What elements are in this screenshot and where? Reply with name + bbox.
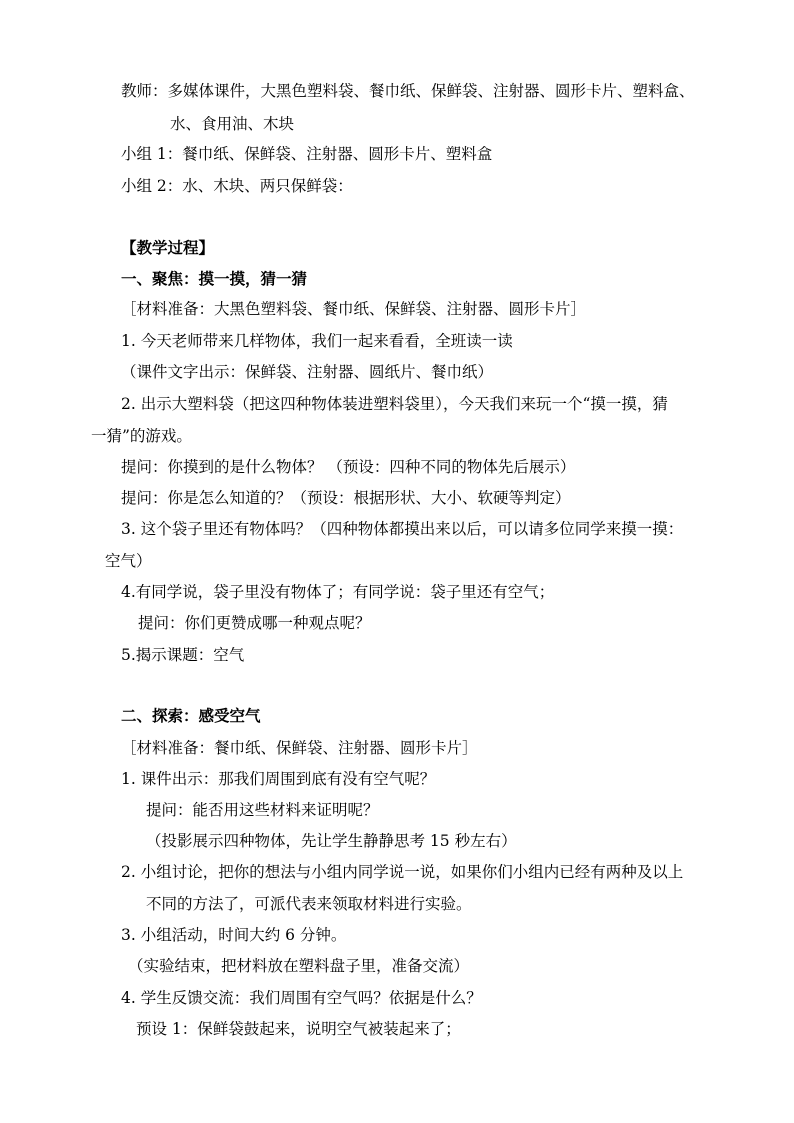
step-5: 5.揭示课题：空气 xyxy=(121,646,245,664)
step-4: 4.有同学说，袋子里没有物体了；有同学说：袋子里还有空气； xyxy=(121,583,555,601)
explore-step-2-cont: 不同的方法了，可派代表来领取材料进行实验。 xyxy=(146,895,472,913)
explore-step-4: 4. 学生反馈交流：我们周围有空气吗？依据是什么？ xyxy=(121,989,482,1007)
section-heading-explore: 二、探索：感受空气 xyxy=(121,706,261,725)
question-2: 提问：你是怎么知道的？（预设：根据形状、大小、软硬等判定） xyxy=(121,489,571,507)
section-heading-focus: 一、聚焦：摸一摸，猜一猜 xyxy=(121,269,308,288)
step-3: 3. 这个袋子里还有物体吗？（四种物体都摸出来以后，可以请多位同学来摸一摸： xyxy=(121,520,684,538)
explore-prediction-1: 预设 1：保鲜袋鼓起来，说明空气被装起来了； xyxy=(136,1020,461,1038)
materials-prep-2: ［材料准备：餐巾纸、保鲜袋、注射器、圆形卡片］ xyxy=(121,739,478,757)
explore-step-2: 2. 小组讨论，把你的想法与小组内同学说一说，如果你们小组内已经有两种及以上 xyxy=(121,863,684,881)
step-1: 1. 今天老师带来几样物体，我们一起来看看，全班读一读 xyxy=(121,332,513,350)
explore-projection: （投影展示四种物体，先让学生静静思考 15 秒左右） xyxy=(146,832,517,850)
explore-step-3: 3. 小组活动，时间大约 6 分钟。 xyxy=(121,926,347,944)
materials-teacher-cont: 水、食用油、木块 xyxy=(170,115,295,133)
step-2: 2. 出示大塑料袋（把这四种物体装进塑料袋里），今天我们来玩一个“摸一摸，猜 xyxy=(121,395,668,413)
materials-group-1: 小组 1：餐巾纸、保鲜袋、注射器、圆形卡片、塑料盒 xyxy=(121,145,493,163)
step-2-cont: 一猜”的游戏。 xyxy=(91,427,192,445)
section-heading-process: 【教学过程】 xyxy=(121,238,215,257)
materials-teacher: 教师：多媒体课件，大黑色塑料袋、餐巾纸、保鲜袋、注射器、圆形卡片、塑料盒、 xyxy=(121,82,695,100)
materials-group-2: 小组 2：水、木块、两只保鲜袋： xyxy=(121,177,353,195)
question-1: 提问：你摸到的是什么物体？ （预设：四种不同的物体先后展示） xyxy=(121,458,576,476)
courseware-text: （课件文字出示：保鲜袋、注射器、圆纸片、餐巾纸） xyxy=(121,363,494,381)
step-3-cont: 空气） xyxy=(105,552,152,570)
explore-question: 提问：能否用这些材料来证明呢？ xyxy=(146,801,379,819)
materials-prep-1: ［材料准备：大黑色塑料袋、餐巾纸、保鲜袋、注射器、圆形卡片］ xyxy=(121,300,587,318)
explore-experiment-end: （实验结束，把材料放在塑料盘子里，准备交流） xyxy=(128,957,470,975)
question-3: 提问：你们更赞成哪一种观点呢？ xyxy=(138,614,371,632)
explore-step-1: 1. 课件出示：那我们周围到底有没有空气呢？ xyxy=(121,770,436,788)
